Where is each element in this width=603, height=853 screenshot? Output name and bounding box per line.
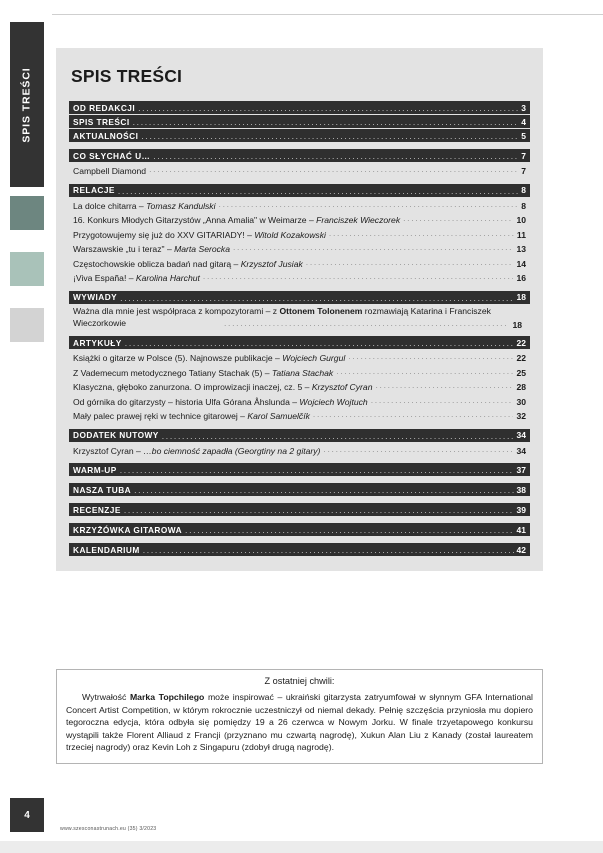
toc-entry-page: 25	[516, 367, 526, 378]
toc-entry-row[interactable]	[69, 305, 530, 331]
dot-leader	[133, 115, 519, 128]
dot-leader	[336, 365, 513, 376]
toc-entry-row[interactable]	[69, 443, 530, 458]
toc-entry-page: 28	[516, 382, 526, 392]
color-swatch-gray	[10, 308, 44, 342]
toc-section-page: 41	[516, 524, 526, 535]
toc-section-page: 3	[521, 102, 526, 113]
toc-entry-label: Campbell Diamond	[73, 166, 147, 176]
toc-section-row[interactable]	[69, 543, 530, 556]
page-title: SPIS TREŚCI	[71, 66, 183, 86]
bottom-rule	[0, 841, 603, 853]
toc-section-label: SPIS TREŚCI	[73, 116, 130, 127]
dot-leader	[149, 163, 518, 174]
dot-leader	[162, 429, 514, 442]
toc-entry-page: 11	[516, 229, 526, 240]
toc-entry-row[interactable]	[69, 365, 530, 380]
toc-section-page: 8	[521, 185, 526, 195]
dot-leader	[143, 543, 514, 556]
toc-entry-page: 14	[516, 258, 526, 269]
dot-leader	[219, 198, 519, 209]
toc-entry-page: 10	[516, 215, 526, 225]
toc-entry-label: 16. Konkurs Młodych Gitarzystów „Anna Amalia" w Weimarze – Franciszek Wieczorek	[73, 215, 401, 225]
dot-leader	[185, 523, 513, 536]
toc-section-page: 37	[516, 464, 526, 475]
toc-section-row[interactable]	[69, 115, 530, 128]
toc-section-row[interactable]	[69, 101, 530, 114]
toc-section-label: AKTUALNOŚCI	[73, 130, 139, 141]
toc-entry-label: Od górnika do gitarzysty – historia Ulfa Górana Åhslunda – Wojciech Wojtuch	[73, 396, 368, 407]
toc-entry-page: 16	[516, 273, 526, 283]
toc-entry-row[interactable]	[69, 408, 530, 423]
toc-entry-page: 8	[521, 200, 526, 211]
toc-section-label: OD REDAKCJI	[73, 102, 136, 113]
toc-section-row[interactable]	[69, 336, 530, 349]
toc-entry-label: Książki o gitarze w Polsce (5). Najnowsze publikacje – Wojciech Gurgul	[73, 353, 346, 363]
toc-section-row[interactable]	[69, 149, 530, 162]
toc-entry-label: Ważna dla mnie jest współpraca z kompozytorami – z Ottonem Tolonenem rozmawiają Katarina i Franciszek Wieczorkowie	[73, 305, 491, 328]
toc-entry-label: Warszawskie „tu i teraz" – Marta Serocka	[73, 244, 230, 254]
late-news-title: Z ostatniej chwili:	[264, 676, 335, 686]
toc-entry-label: Częstochowskie oblicza badań nad gitarą – Krzysztof Jusiak	[73, 258, 303, 269]
toc-section-label: RECENZJE	[73, 504, 121, 515]
dot-leader	[153, 149, 518, 162]
sidebar-section-tab-label: SPIS TREŚCI	[21, 66, 33, 143]
table-of-contents-panel	[56, 48, 543, 571]
dot-leader	[375, 379, 513, 390]
toc-section-row[interactable]	[69, 463, 530, 476]
toc-entry-label: La dolce chitarra – Tomasz Kandulski	[73, 200, 216, 211]
late-news-box	[56, 669, 543, 764]
dot-leader	[125, 336, 514, 349]
toc-section-page: 4	[521, 116, 526, 127]
dot-leader	[124, 503, 514, 516]
dot-leader	[118, 184, 518, 197]
dot-leader	[138, 101, 518, 114]
toc-section-page: 5	[521, 130, 526, 141]
toc-section-page: 7	[521, 150, 526, 161]
dot-leader	[224, 317, 509, 328]
toc-section-page: 22	[516, 337, 526, 348]
dot-leader	[141, 129, 518, 142]
toc-section-page: 34	[516, 430, 526, 440]
toc-entry-row[interactable]	[69, 241, 530, 256]
color-swatch-light-green	[10, 252, 44, 286]
toc-section-label: NASZA TUBA	[73, 484, 132, 495]
toc-entry-label: Krzysztof Cyran – …bo ciemność zapadła (Georgtiny na 2 gitary)	[73, 445, 321, 456]
toc-entry-page: 7	[521, 166, 526, 176]
toc-section-label: RELACJE	[73, 185, 115, 195]
dot-leader	[134, 483, 513, 496]
toc-entry-row[interactable]	[69, 163, 530, 178]
toc-section-page: 42	[516, 544, 526, 555]
toc-entry-row[interactable]	[69, 227, 530, 242]
toc-entry-row[interactable]	[69, 394, 530, 409]
dot-leader	[371, 394, 514, 405]
toc-entry-row[interactable]	[69, 350, 530, 365]
page-number-badge: 4	[10, 798, 44, 832]
color-swatch-dark-green	[10, 196, 44, 230]
toc-entry-page: 30	[516, 396, 526, 407]
dot-leader	[403, 212, 513, 223]
toc-entry-row[interactable]	[69, 270, 530, 285]
dot-leader	[313, 408, 514, 419]
toc-section-row[interactable]	[69, 129, 530, 142]
toc-section-page: 18	[516, 292, 526, 302]
toc-section-label: ARTYKUŁY	[73, 337, 122, 348]
toc-entry-label: ¡Viva España! – Karolina Harchut	[73, 273, 200, 283]
toc-entry-label: Z Vademecum metodycznego Tatiany Stachak (5) – Tatiana Stachak	[73, 367, 334, 378]
toc-entry-row[interactable]	[69, 256, 530, 271]
toc-section-row[interactable]	[69, 503, 530, 516]
toc-entry-row[interactable]	[69, 379, 530, 394]
sidebar-section-tab[interactable]	[10, 22, 44, 187]
toc-entry-page: 13	[516, 244, 526, 254]
footer-url: www.szesconastrunach.eu (35) 3/2023	[60, 826, 157, 832]
toc-section-row[interactable]	[69, 523, 530, 536]
dot-leader	[323, 443, 513, 454]
dot-leader	[203, 270, 514, 281]
dot-leader	[348, 350, 513, 361]
toc-entry-label: Przygotowujemy się już do XXV GITARIADY! – Witold Kozakowski	[73, 229, 326, 240]
toc-section-row[interactable]	[69, 429, 530, 442]
toc-section-row[interactable]	[69, 184, 530, 197]
toc-section-page: 39	[516, 504, 526, 515]
content-area	[52, 0, 603, 853]
late-news-body: Wytrwałość Marka Topchilego może inspirować – ukraiński gitarzysta zatryumfował w słynnym GFA International Concert Artist Competition, w którym rokrocznie uczestniczył od niemal dekady. Pełnię szczęścia przyniosła mu dopiero tegoroczna edycja, która odbyła się pomiędzy 19 a 26 czerwca w Nowym Jorku. W finale trzyetapowego konkursu wystąpili także Florent Alliaud z Francji (przyznano mu czwartą nagrodę), Xukun Alan Liu z Kanady (został laureatem trzeciej nagrody) oraz Kevin Loh z Singapuru (zdobył drugą nagrodę).	[66, 692, 533, 753]
toc-entry-label: Klasyczna, głęboko zanurzona. O improwizacji inaczej, cz. 5 – Krzysztof Cyran	[73, 382, 373, 392]
dot-leader	[329, 227, 514, 238]
toc-section-label: WYWIADY	[73, 292, 118, 302]
toc-entry-label: Mały palec prawej ręki w technice gitarowej – Karol Samuelčík	[73, 411, 310, 421]
dot-leader	[120, 291, 513, 304]
toc-entry-page: 22	[516, 353, 526, 363]
dot-leader	[306, 256, 514, 267]
toc-list	[69, 101, 530, 556]
toc-section-row[interactable]	[69, 291, 530, 304]
toc-section-row[interactable]	[69, 483, 530, 496]
toc-section-label: KALENDARIUM	[73, 544, 140, 555]
toc-entry-row[interactable]	[69, 212, 530, 227]
sidebar	[0, 0, 52, 853]
toc-entry-row[interactable]	[69, 198, 530, 213]
dot-leader	[233, 241, 513, 252]
dot-leader	[120, 463, 514, 476]
toc-entry-page: 18	[512, 320, 522, 330]
toc-entry-page: 34	[516, 445, 526, 456]
toc-section-label: KRZYŻÓWKA GITAROWA	[73, 524, 183, 535]
toc-section-page: 38	[516, 484, 526, 495]
toc-entry-page: 32	[516, 411, 526, 421]
toc-section-label: WARM-UP	[73, 464, 117, 475]
toc-section-label: CO SŁYCHAĆ U…	[73, 150, 151, 161]
toc-section-label: DODATEK NUTOWY	[73, 430, 159, 440]
